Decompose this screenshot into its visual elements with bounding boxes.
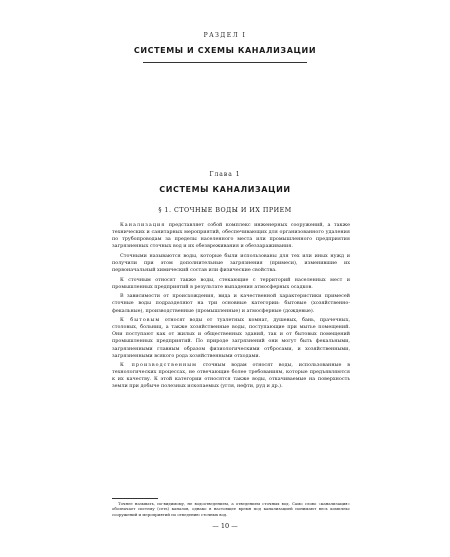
- paragraph-text: сточным водам относят воды, использованные в технологических процессах, не отвечающие более требованиям, которые предъявляются к их качеству. К этой категории относятся также воды, откачиваемые на поверхность земли при добыче полезных ископаемых (угля, нефти, руд и др.).: [112, 362, 350, 390]
- part-label: РАЗДЕЛ I: [203, 32, 247, 39]
- footnote: Точнее называть, по-видимому, не водоотведением, а отведением сточных вод. Само слово «канализация» обозначает систему (сеть) каналов, однако в настоящее время под канализацией понимают весь комплекс сооружений и мероприятий по отведению сточных вод.: [112, 501, 350, 517]
- paragraph-text: представляет собой комплекс инженерных сооружений, а также технических и санитарных мероприятий, обеспечивающих для организованного удаления по трубопроводам за пределы населенного места или промышленного предприятия загрязненных сточных вод и их обезвреживания и обеззараживания.: [112, 222, 350, 250]
- paragraph: [112, 222, 350, 250]
- paragraph-text: относят воды от туалетных комнат, душевых, бань, прачечных, столовых, больниц, а также хозяйственные воды, поступающие при мытье помещений. Они поступают как от жилых и общественных зданий, так и от бытовых помещений промышленных предприятий. По природе загрязнений они могут быть фекальными, загрязненными главным образом физиологическими отбросами, и хозяйственными, загрязненными всякого рода хозяйственными отходами.: [112, 317, 351, 359]
- paragraph-lead: К производственным: [120, 362, 197, 369]
- paragraph-lead: К бытовым: [120, 317, 161, 324]
- chapter-label: Глава 1: [209, 171, 241, 178]
- paragraph-text: Сточными называются воды, которые были использованы для тех или иных нужд и получили при этом дополнительные загрязнения (примеси), изменившие их первоначальный химический состав или физические свойства.: [112, 252, 350, 274]
- chapter-title: СИСТЕМЫ КАНАЛИЗАЦИИ: [159, 185, 291, 194]
- section-title: § 1. СТОЧНЫЕ ВОДЫ И ИХ ПРИЕМ: [158, 207, 292, 214]
- body-text: [112, 222, 350, 393]
- paragraph: [112, 293, 350, 314]
- paragraph: [112, 317, 350, 360]
- footnote-rule: [112, 498, 158, 499]
- part-title-rule: [143, 62, 307, 63]
- paragraph: [112, 253, 350, 274]
- paragraph: [112, 277, 350, 291]
- part-title: СИСТЕМЫ И СХЕМЫ КАНАЛИЗАЦИИ: [133, 46, 317, 55]
- paragraph-text: К сточным относят также воды, стекающие с территорий населенных мест и промышленных предприятий в результате выпадения атмосферных осадков.: [112, 276, 350, 290]
- paragraph: [112, 362, 350, 390]
- paragraph-lead: Канализация: [120, 222, 166, 228]
- paragraph-text: В зависимости от происхождения, вида и качественной характеристики примесей сточные воды подразделяют на три основные категории: бытовые (хозяйственно-фекальные), производственные (промышленные) и атмосферные (дождевые).: [112, 293, 350, 314]
- page-number: — 10 —: [212, 522, 238, 530]
